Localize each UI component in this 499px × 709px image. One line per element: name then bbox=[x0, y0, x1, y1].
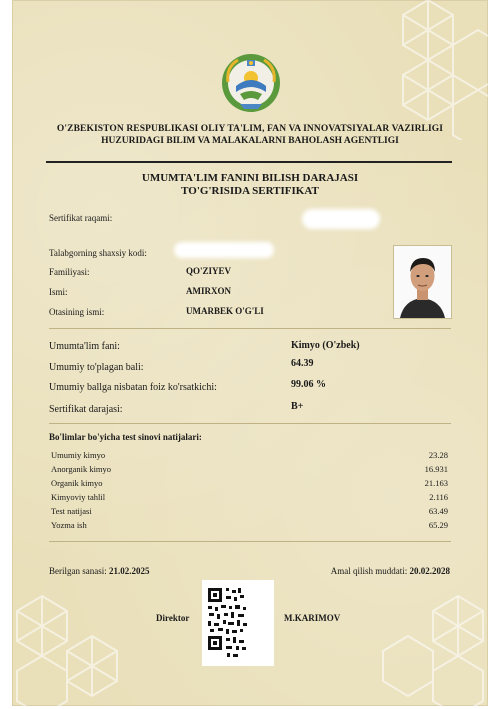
surname-value: QO'ZIYEV bbox=[186, 266, 232, 276]
section-row-label: Test natijasi bbox=[51, 506, 92, 516]
valid-until-date bbox=[331, 566, 450, 576]
applicant-photo bbox=[393, 245, 452, 319]
qr-code bbox=[202, 580, 274, 666]
section-row-label: Organik kimyo bbox=[51, 478, 103, 488]
issued-date-label: Berilgan sanasi: bbox=[49, 566, 107, 576]
section-row-value: 2.116 bbox=[429, 492, 448, 502]
issued-date bbox=[49, 566, 150, 576]
level-label: Sertifikat darajasi: bbox=[49, 404, 123, 415]
level-value: B+ bbox=[291, 401, 304, 412]
section-divider-2 bbox=[49, 423, 451, 424]
sections-heading: Bo'limlar bo'yicha test sinovi natijalari: bbox=[49, 432, 202, 442]
section-row-label: Anorganik kimyo bbox=[51, 464, 112, 474]
total-score-label: Umumiy to'plagan bali: bbox=[49, 362, 144, 373]
section-divider-3 bbox=[49, 541, 451, 542]
ornament-pattern-top-right bbox=[358, 0, 488, 140]
valid-until-value: 20.02.2028 bbox=[409, 566, 450, 576]
valid-until-label: Amal qilish muddati: bbox=[330, 566, 408, 576]
name-value: AMIRXON bbox=[186, 286, 231, 296]
section-row-value: 16.931 bbox=[424, 464, 448, 474]
ornament-pattern-bottom-right bbox=[368, 576, 488, 706]
qr-code-icon bbox=[202, 580, 274, 666]
section-row-value: 23.28 bbox=[428, 450, 448, 460]
header-divider bbox=[46, 161, 452, 163]
certificate-title-line1: UMUMTA'LIM FANINI BILISH DARAJASI bbox=[141, 172, 359, 184]
patronymic-value: UMARBEK O'G'LI bbox=[186, 306, 264, 316]
redacted-id-code bbox=[174, 242, 274, 258]
section-divider-1 bbox=[49, 328, 451, 329]
section-row-value: 65.29 bbox=[428, 520, 448, 530]
person-photo-icon bbox=[394, 246, 451, 318]
name-label: Ismi: bbox=[49, 287, 68, 297]
id-code-label: Talabgorning shaxsiy kodi: bbox=[49, 248, 147, 258]
cert-number-label: Sertifikat raqami: bbox=[49, 213, 113, 223]
percent-label: Umumiy ballga nisbatan foiz ko'rsatkichi: bbox=[49, 382, 217, 393]
agency-name-line2: HUZURIDAGI BILIM VA MALAKALARNI BAHOLASH AGENTLIGI bbox=[101, 136, 399, 146]
subject-value: Kimyo (O'zbek) bbox=[291, 340, 360, 351]
section-row-label: Yozma ish bbox=[51, 520, 87, 530]
percent-value: 99.06 % bbox=[291, 379, 326, 390]
ornament-pattern-bottom-left bbox=[12, 576, 132, 706]
director-name: M.KARIMOV bbox=[284, 613, 341, 623]
state-emblem-icon bbox=[220, 52, 282, 114]
issued-date-value: 21.02.2025 bbox=[109, 566, 150, 576]
redacted-cert-number bbox=[302, 209, 380, 229]
certificate-page bbox=[12, 0, 488, 706]
director-label: Direktor bbox=[156, 613, 190, 623]
subject-label: Umumta'lim fani: bbox=[49, 341, 120, 352]
certificate-title-line2: TO'G'RISIDA SERTIFIKAT bbox=[181, 185, 319, 197]
patronymic-label: Otasining ismi: bbox=[49, 307, 105, 317]
section-row-value: 21.163 bbox=[424, 478, 448, 488]
section-row-value: 63.49 bbox=[428, 506, 448, 516]
agency-name-line1: O'ZBEKISTON RESPUBLIKASI OLIY TA'LIM, FAN VA INNOVATSIYALAR VAZIRLIGI bbox=[56, 124, 444, 134]
section-row-label: Umumiy kimyo bbox=[51, 450, 106, 460]
section-row-label: Kimyoviy tahlil bbox=[51, 492, 106, 502]
total-score-value: 64.39 bbox=[291, 358, 314, 369]
surname-label: Familiyasi: bbox=[49, 267, 90, 277]
